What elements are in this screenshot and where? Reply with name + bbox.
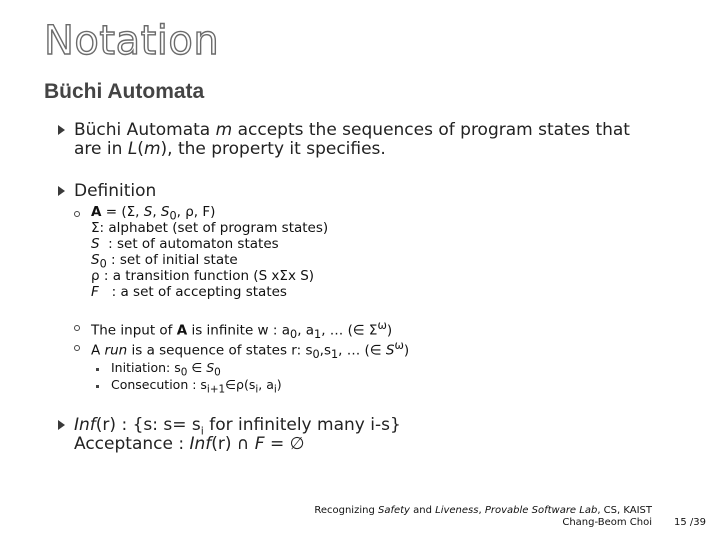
bullet-3-line-1: Inf(r) : {s: $s= s_i$ for infinitely many i-s} (74, 415, 401, 438)
footer-author: Chang-Beom Choi (562, 517, 652, 528)
slide-subtitle: Büchi Automata (44, 80, 205, 103)
bullet-1-line-1: Büchi Automata m accepts the sequences of program states that (74, 120, 630, 140)
bullet-arrow-icon (58, 125, 65, 135)
sub-sub-bullet-square-icon (96, 368, 99, 371)
footer-line-1: Recognizing Safety and Liveness, Provable Software Lab, CS, KAIST (314, 505, 652, 516)
bullet-1-line-2: are in L(m), the property it specifies. (74, 139, 386, 159)
definition-line-1: A = (Σ, S, $S_0$, ρ, F) (91, 204, 216, 223)
sub-bullet-ring-icon (74, 345, 80, 351)
definition-line-5: ρ : a transition function (S xΣx S) (91, 268, 315, 284)
bullet-3-line-2: Acceptance : Inf(r) ∩ F = ∅ (74, 434, 305, 454)
sub-sub-bullet-square-icon (96, 385, 99, 388)
bullet-arrow-icon (58, 186, 65, 196)
slide-title: Notation (44, 18, 220, 64)
sub-bullet-ring-icon (74, 325, 80, 331)
sub-item-input: The input of A is infinite w : $a_0$, $a_1$, … (∈ $\Sigma^\omega$) (91, 319, 393, 342)
definition-line-2: Σ: alphabet (set of program states) (91, 220, 329, 236)
bullet-2-line-1: Definition (74, 181, 157, 201)
bullet-arrow-icon (58, 420, 65, 430)
definition-line-4: $S_0$ : set of initial state (91, 252, 238, 271)
slide-footer (314, 505, 652, 529)
sub-item-run: A run is a sequence of states r: $s_0,s_1$, … (∈ $S^\omega$) (91, 339, 410, 362)
sub-sub-item-consecution: Consecution : $s_{i+1}\in\rho(s_i$, $a_i$) (111, 377, 282, 396)
definition-line-3: S : set of automaton states (91, 236, 279, 252)
sub-sub-item-initiation: Initiation: $s_0$ ∈ $S_0$ (111, 360, 221, 379)
definition-line-6: F : a set of accepting states (91, 284, 287, 300)
page-number: 15 /39 (674, 517, 706, 528)
sub-bullet-ring-icon (74, 211, 80, 217)
